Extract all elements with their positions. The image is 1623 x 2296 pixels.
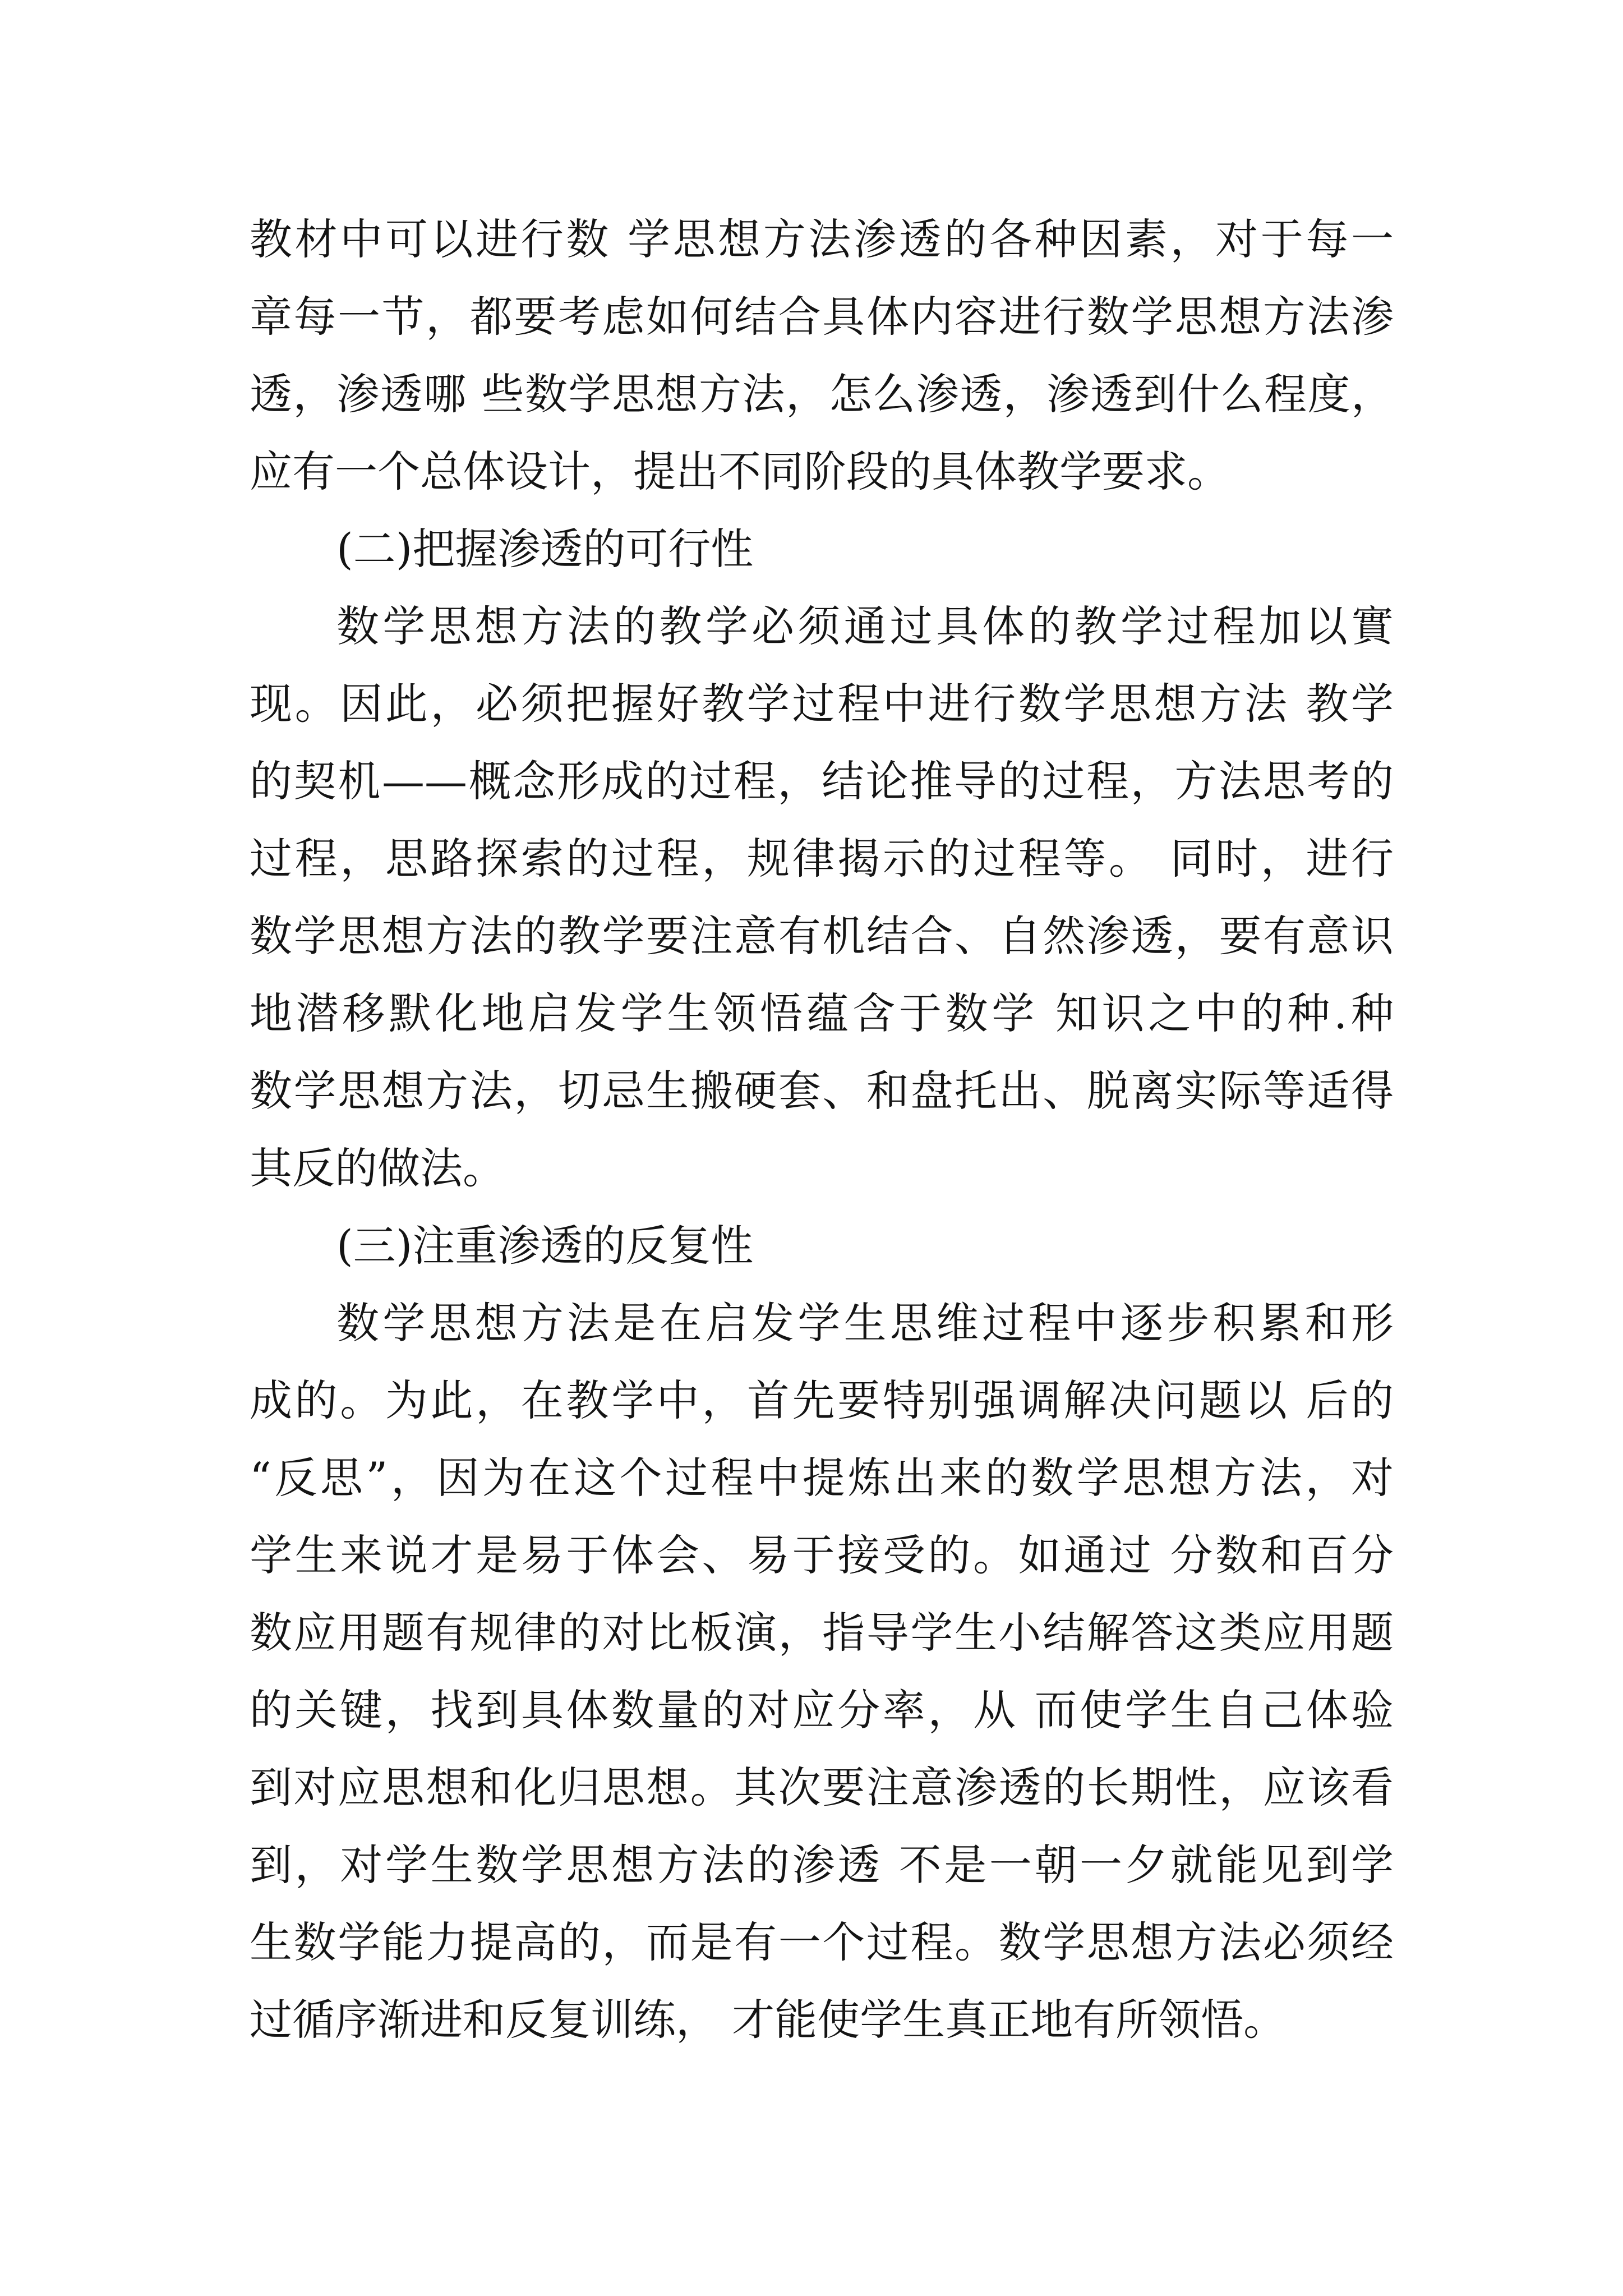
paragraph-line: 数应用题有规律的对比板演，指导学生小结解答这类应用题 [250,1608,1394,1658]
paragraph-line: 过程，思路探索的过程，规律揭示的过程等。 同时，进行 [250,834,1394,884]
paragraph-line: 数学思想方法的教学要注意有机结合、自然渗透，要有意识 [250,911,1394,961]
paragraph-line: 到对应思想和化归思想。其次要注意渗透的长期性，应该看 [250,1763,1394,1812]
paragraph-line: 成的。为此，在教学中，首先要特别强调解决问题以 后的 [250,1375,1394,1425]
paragraph-line: 数学思想方法，切忌生搬硬套、和盘托出、脱离实际等适得 [250,1066,1394,1116]
paragraph-line: 数学思想方法的教学必须通过具体的教学过程加以實 [336,601,1394,651]
section-heading: (二)把握渗透的可行性 [336,524,754,574]
paragraph-line: 的关键，找到具体数量的对应分率，从 而使学生自己体验 [250,1685,1394,1735]
paragraph-line: 过循序渐进和反复训练， 才能使学生真正地有所领悟。 [250,1995,1287,2045]
paragraph-line: 地潜移默化地启发学生领悟蕴含于数学 知识之中的种.种 [250,988,1394,1038]
paragraph-line: 生数学能力提高的，而是有一个过程。数学思想方法必须经 [250,1917,1394,1967]
paragraph-line: 应有一个总体设计，提出不同阶段的具体教学要求。 [250,447,1230,496]
paragraph-line: 现。因此，必须把握好教学过程中进行数学思想方法 教学 [250,679,1394,729]
paragraph-line: 的契机——概念形成的过程，结论推导的过程，方法思考的 [250,756,1394,806]
paragraph-line: “反思”，因为在这个过程中提炼出来的数学思想方法，对 [250,1453,1394,1503]
paragraph-line: 透，渗透哪 些数学思想方法，怎么渗透，渗透到什么程度， [250,369,1394,419]
paragraph-line: 数学思想方法是在启发学生思维过程中逐步积累和形 [336,1298,1394,1348]
paragraph-line: 教材中可以进行数 学思想方法渗透的各种因素，对于每一 [250,214,1394,264]
section-heading: (三)注重渗透的反复性 [336,1221,754,1271]
paragraph-line: 其反的做法。 [250,1143,505,1193]
paragraph-line: 到，对学生数学思想方法的渗透 不是一朝一夕就能见到学 [250,1840,1394,1890]
paragraph-line: 学生来说才是易于体会、易于接受的。如通过 分数和百分 [250,1530,1394,1580]
paragraph-line: 章每一节，都要考虑如何结合具体内容进行数学思想方法渗 [250,292,1394,342]
